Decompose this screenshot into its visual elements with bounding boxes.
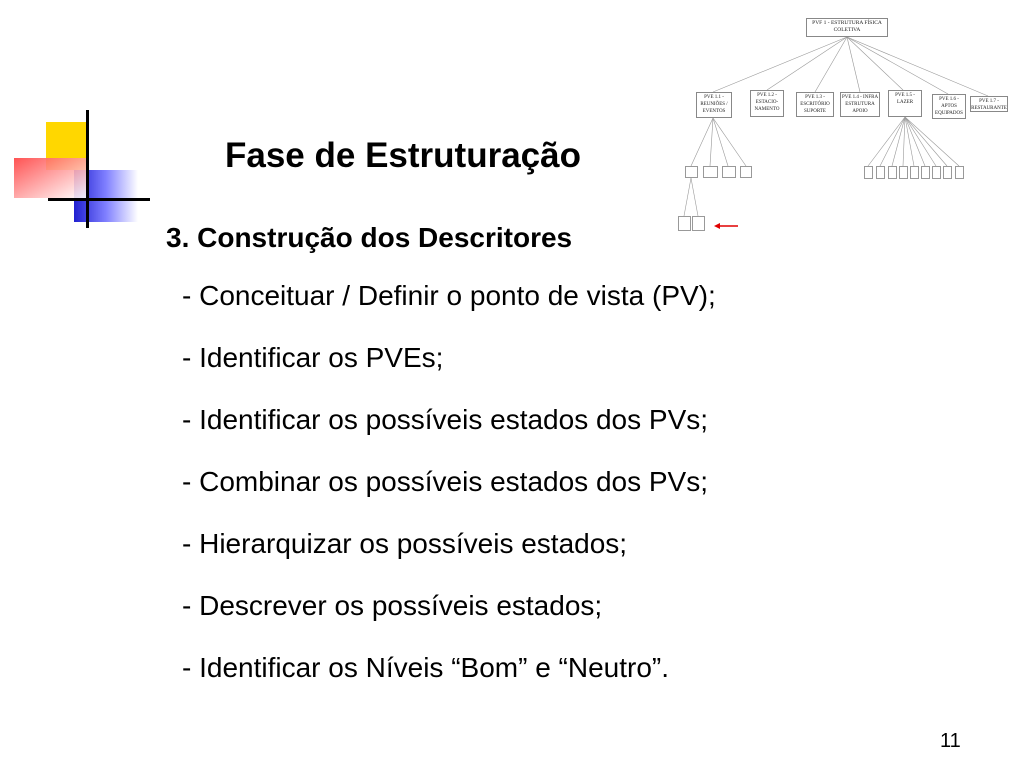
tree-leaf — [685, 166, 698, 178]
tree-leaf — [678, 216, 691, 231]
bullet-item: - Hierarquizar os possíveis estados; — [182, 528, 628, 559]
tree-node-pve-1-2: PVE 1.2 - ESTACIO-NAMENTO — [750, 90, 784, 117]
tree-leaf — [943, 166, 952, 179]
horizontal-line — [48, 198, 150, 201]
tree-node-pve-1-1: PVE 1.1 - REUNIÕES / EVENTOS — [696, 92, 732, 118]
bullet-item: - Identificar os possíveis estados dos PVs; — [182, 404, 709, 435]
hierarchy-tree-diagram — [670, 10, 1024, 250]
tree-leaf — [921, 166, 930, 179]
decorative-logo — [0, 0, 150, 230]
tree-leaf — [740, 166, 752, 178]
tree-leaf — [692, 216, 705, 231]
tree-root-node: PVF 1 - ESTRUTURA FÍSICA COLETIVA — [806, 18, 888, 37]
red-arrow-icon — [714, 223, 738, 229]
tree-node-pve-1-6: PVE 1.6 - APTOS EQUIPADOS — [932, 94, 966, 119]
tree-leaf — [876, 166, 885, 179]
bullet-item: - Identificar os Níveis “Bom” e “Neutro”. — [182, 652, 670, 683]
tree-node-pve-1-4: PVE 1.4 - INFRA ESTRUTURA APOIO — [840, 92, 880, 117]
bullet-item: - Descrever os possíveis estados; — [182, 590, 603, 621]
bullet-list — [182, 276, 716, 710]
vertical-line — [86, 110, 89, 228]
page-number: 11 — [940, 730, 961, 752]
tree-leaf — [955, 166, 964, 179]
tree-leaf — [910, 166, 919, 179]
slide-subtitle: 3. Construção dos Descritores — [166, 222, 573, 253]
tree-leaf — [899, 166, 908, 179]
bullet-item: - Combinar os possíveis estados dos PVs; — [182, 466, 709, 497]
tree-leaf — [722, 166, 736, 178]
tree-node-pve-1-3: PVE 1.3 - ESCRITÓRIO SUPORTE — [796, 92, 834, 117]
tree-leaf — [703, 166, 718, 178]
tree-node-pve-1-5: PVE 1.5 - LAZER — [888, 90, 922, 117]
bullet-item: - Conceituar / Definir o ponto de vista (PV); — [182, 280, 716, 311]
tree-leaf — [888, 166, 897, 179]
tree-node-pve-1-7: PVE 1.7 - RESTAURANTE — [970, 96, 1008, 112]
tree-leaf — [864, 166, 873, 179]
slide-title: Fase de Estruturação — [225, 136, 581, 175]
tree-leaf — [932, 166, 941, 179]
red-square — [14, 158, 86, 198]
tree-connectors — [670, 10, 1024, 250]
bullet-item: - Identificar os PVEs; — [182, 342, 444, 373]
